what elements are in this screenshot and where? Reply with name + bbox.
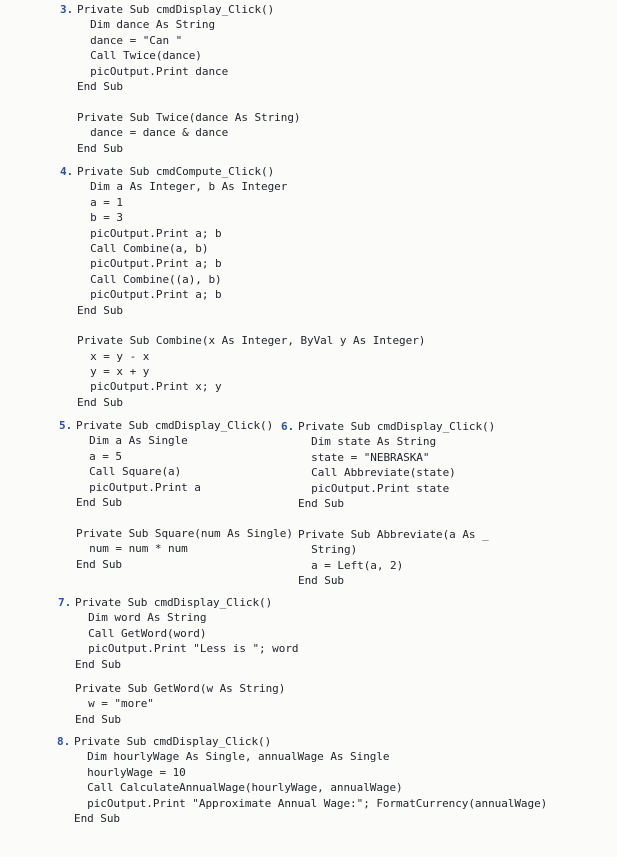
code-line: Dim a As Integer, b As Integer [77,180,288,194]
code-line: Call Twice(dance) [77,49,202,63]
code-line: End Sub [298,496,345,510]
code-line: dance = dance & dance [77,126,229,140]
code-line: picOutput.Print dance [77,64,229,78]
code-line: Private Sub GetWord(w As String) [75,681,286,695]
code-line: hourlyWage = 10 [74,765,186,779]
code-line: Private Sub Abbreviate(a As _ [298,527,489,541]
code-line: a = 1 [77,195,124,209]
code-line: End Sub [77,141,124,155]
code-line: Call Square(a) [76,465,182,479]
code-line: y = x + y [77,365,150,379]
code-line: state = "NEBRASKA" [298,450,430,464]
code-line: Private Sub cmdDisplay_Click() [77,3,275,16]
code-line: picOutput.Print a; b [77,226,222,240]
code-line: Private Sub Combine(x As Integer, ByVal y As Integer) [77,334,426,348]
code-line: Dim dance As String [77,18,216,32]
code-line: End Sub [76,495,123,509]
code-line: End Sub [75,712,122,726]
code-line: Dim a As Single [76,434,188,448]
code-line: w = "more" [75,697,154,711]
code-line: picOutput.Print a [76,480,201,494]
code-line: Private Sub Square(num As Single) [76,526,293,540]
code-line: Call GetWord(word) [75,626,207,640]
code-line: Private Sub Twice(dance As String) [77,110,301,124]
code-line: End Sub [75,657,122,671]
code-line: picOutput.Print "Approximate Annual Wage:"; FormatCurrency(annualWage) [74,796,548,810]
code-line: End Sub [77,79,124,93]
code-line: picOutput.Print a; b [77,257,222,271]
exercise-number: 6. [281,420,295,433]
exercise-number: 7. [58,596,72,609]
code-line: num = num * num [76,542,188,556]
exercise-number: 5. [59,419,73,432]
code-line: dance = "Can " [77,33,183,47]
code-line: End Sub [77,395,124,409]
code-line: End Sub [77,303,124,317]
code-line: Call Combine(a, b) [77,241,209,255]
code-line: End Sub [76,557,123,571]
code-line: picOutput.Print "Less is "; word [75,642,299,656]
code-line: End Sub [298,573,345,587]
exercise-number: 8. [57,735,71,748]
code-line: picOutput.Print x; y [77,380,222,394]
code-line: Call Abbreviate(state) [298,466,456,480]
code-line: Private Sub cmdDisplay_Click() [74,735,272,748]
code-line: Dim state As String [298,435,437,449]
code-line: a = Left(a, 2) [298,558,404,572]
code-line: Dim word As String [75,611,207,625]
exercise-number: 3. [60,3,74,16]
code-line: End Sub [74,811,121,825]
code-line: Call Combine((a), b) [77,272,222,286]
code-line: Private Sub cmdDisplay_Click() [298,420,496,433]
code-line: Private Sub cmdDisplay_Click() [76,419,274,432]
code-line: picOutput.Print state [298,481,450,495]
exercise-number: 4. [60,165,74,178]
code-line: picOutput.Print a; b [77,288,222,302]
code-line: Call CalculateAnnualWage(hourlyWage, annualWage) [74,781,403,795]
code-line: x = y - x [77,349,150,363]
code-line: b = 3 [77,211,124,225]
code-line: String) [298,543,358,557]
code-line: Private Sub cmdDisplay_Click() [75,596,273,609]
code-line: a = 5 [76,449,123,463]
code-line: Private Sub cmdCompute_Click() [77,165,275,178]
code-line: Dim hourlyWage As Single, annualWage As Single [74,750,390,764]
